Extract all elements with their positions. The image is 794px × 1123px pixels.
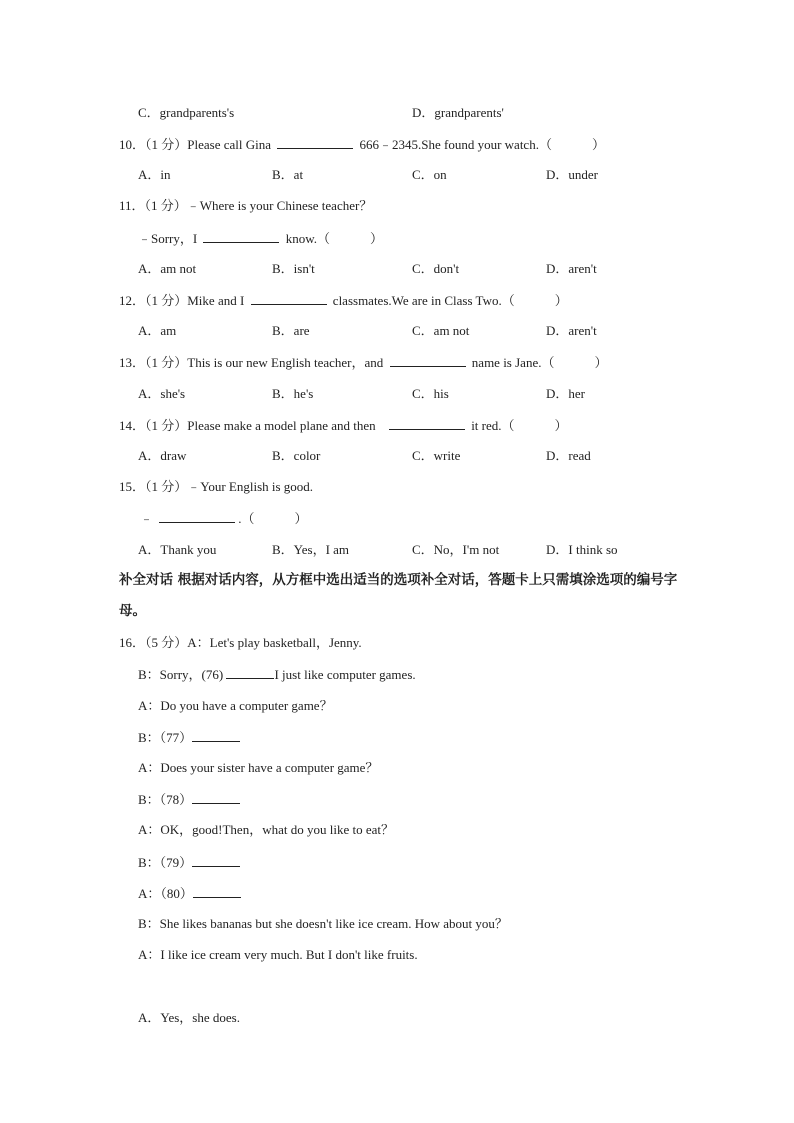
q13-options: [138, 384, 698, 404]
q12-option-d: D．aren't: [546, 323, 597, 338]
q9-option-c: C．grandparents's: [138, 105, 235, 120]
q15-option-b: B．Yes，I am: [272, 542, 350, 557]
q10-paren-close: ）: [591, 137, 605, 152]
q16-b79-label: B：（79）: [138, 855, 193, 870]
q10-option-a: A．in: [138, 167, 171, 182]
q15-stem: [119, 477, 313, 497]
q13-option-d: D．her: [546, 386, 585, 401]
q12-text-pre: 12．（1 分）Mike and I: [119, 293, 245, 308]
q11-option-c: C．don't: [412, 261, 460, 276]
q12-paren-close: ）: [554, 293, 568, 308]
q14-option-c: C．write: [412, 448, 461, 463]
q11-paren-close: ）: [370, 231, 384, 246]
q16-b77-label: B：（77）: [138, 730, 193, 745]
q15-stem-line2: [140, 508, 308, 528]
q15-option-d: D．I think so: [546, 542, 618, 557]
q9-option-d: D．grandparents': [412, 105, 504, 120]
q15-blank: [159, 508, 235, 523]
q10-text-post: 666﹣2345.She found your watch.（: [359, 137, 552, 152]
q10-option-c: C．on: [412, 167, 447, 182]
q16-a80-label: A：（80）: [138, 886, 193, 901]
q12-options: [138, 321, 698, 341]
q16-line-a5: A：I like ice cream very much. But I don't like fruits.: [138, 947, 418, 962]
q14-options: [138, 446, 698, 466]
q15-options: [138, 540, 698, 560]
q16-line-b78: [138, 789, 240, 809]
q9-options: [138, 103, 698, 123]
q11-stem: [119, 196, 372, 216]
q15-text: 15．（1 分）﹣Your English is good.: [119, 479, 314, 494]
q15-option-a: A．Thank you: [138, 542, 217, 557]
q16-line-a80: [138, 883, 241, 903]
q16-line-a2: A：Does your sister have a computer game？: [138, 760, 379, 775]
q12-text-post: classmates.We are in Class Two.（: [332, 293, 515, 308]
q10-blank: [277, 134, 353, 149]
q16-b76-post: I just like computer games.: [274, 667, 416, 682]
q11-blank: [203, 228, 279, 243]
q16-blank-80: [193, 883, 241, 898]
q16-blank-79: [192, 852, 240, 867]
q11-option-d: D．aren't: [546, 261, 597, 276]
q15-paren-close: ）: [294, 511, 308, 526]
q16-line-a3: A：OK，good!Then，what do you like to eat？: [138, 822, 394, 837]
q15-text-pre: ﹣: [140, 511, 154, 526]
q11-text-post: know.（: [285, 231, 331, 246]
q16-line-b77: [138, 727, 240, 747]
q10-option-b: B．at: [272, 167, 304, 182]
q13-text-post: name is Jane.（: [471, 355, 555, 370]
q13-option-c: C．his: [412, 386, 449, 401]
q12-stem: [119, 290, 568, 310]
q16-line-a1: A：Do you have a computer game？: [138, 698, 333, 713]
q11-option-b: B．isn't: [272, 261, 315, 276]
q11-options: [138, 259, 698, 279]
q15-option-c: C．No，I'm not: [412, 542, 500, 557]
q11-option-a: A．am not: [138, 261, 197, 276]
q13-stem: [119, 352, 608, 372]
q14-stem: [119, 415, 568, 435]
q14-blank: [389, 415, 465, 430]
q16-option-a: A．Yes，she does.: [138, 1010, 240, 1025]
q12-option-b: B．are: [272, 323, 310, 338]
q13-option-a: A．she's: [138, 386, 186, 401]
q14-text-post: it red.（: [471, 418, 515, 433]
q16-b78-label: B：（78）: [138, 792, 193, 807]
q13-text-pre: 13．（1 分）This is our new English teacher，and: [119, 355, 384, 370]
q10-stem: [119, 134, 605, 154]
q11-text-pre: ﹣Sorry，I: [138, 231, 198, 246]
q12-blank: [251, 290, 327, 305]
q13-paren-close: ）: [594, 355, 608, 370]
q11-text: 11．（1 分）﹣Where is your Chinese teacher？: [119, 198, 373, 213]
q14-option-b: B．color: [272, 448, 321, 463]
q16-line-b4: B：She likes bananas but she doesn't like ice cream. How about you？: [138, 916, 508, 931]
q13-option-b: B．he's: [272, 386, 314, 401]
q16-line-b79: [138, 852, 240, 872]
q16-blank-77: [192, 727, 240, 742]
q16-header: 16．（5 分）A：Let's play basketball，Jenny.: [119, 635, 362, 650]
q16-blank-78: [192, 789, 240, 804]
q13-blank: [390, 352, 466, 367]
q14-option-a: A．draw: [138, 448, 187, 463]
q12-option-c: C．am not: [412, 323, 470, 338]
q10-option-d: D．under: [546, 167, 598, 182]
q12-option-a: A．am: [138, 323, 177, 338]
q16-blank-76: [226, 664, 274, 679]
q14-text-pre: 14．（1 分）Please make a model plane and then: [119, 418, 376, 433]
q16-line-b76: [138, 664, 416, 684]
q16-b76-pre: B：Sorry，(76): [138, 667, 224, 682]
q11-stem-line2: [138, 228, 383, 248]
q10-options: [138, 165, 698, 185]
section-heading: 补全对话 根据对话内容，从方框中选出适当的选项补全对话，答题卡上只需填涂选项的编号字母。: [119, 572, 678, 619]
q10-text-pre: 10．（1 分）Please call Gina: [119, 137, 271, 152]
q14-paren-close: ）: [554, 418, 568, 433]
q14-option-d: D．read: [546, 448, 591, 463]
q15-text-post: .（: [238, 511, 255, 526]
